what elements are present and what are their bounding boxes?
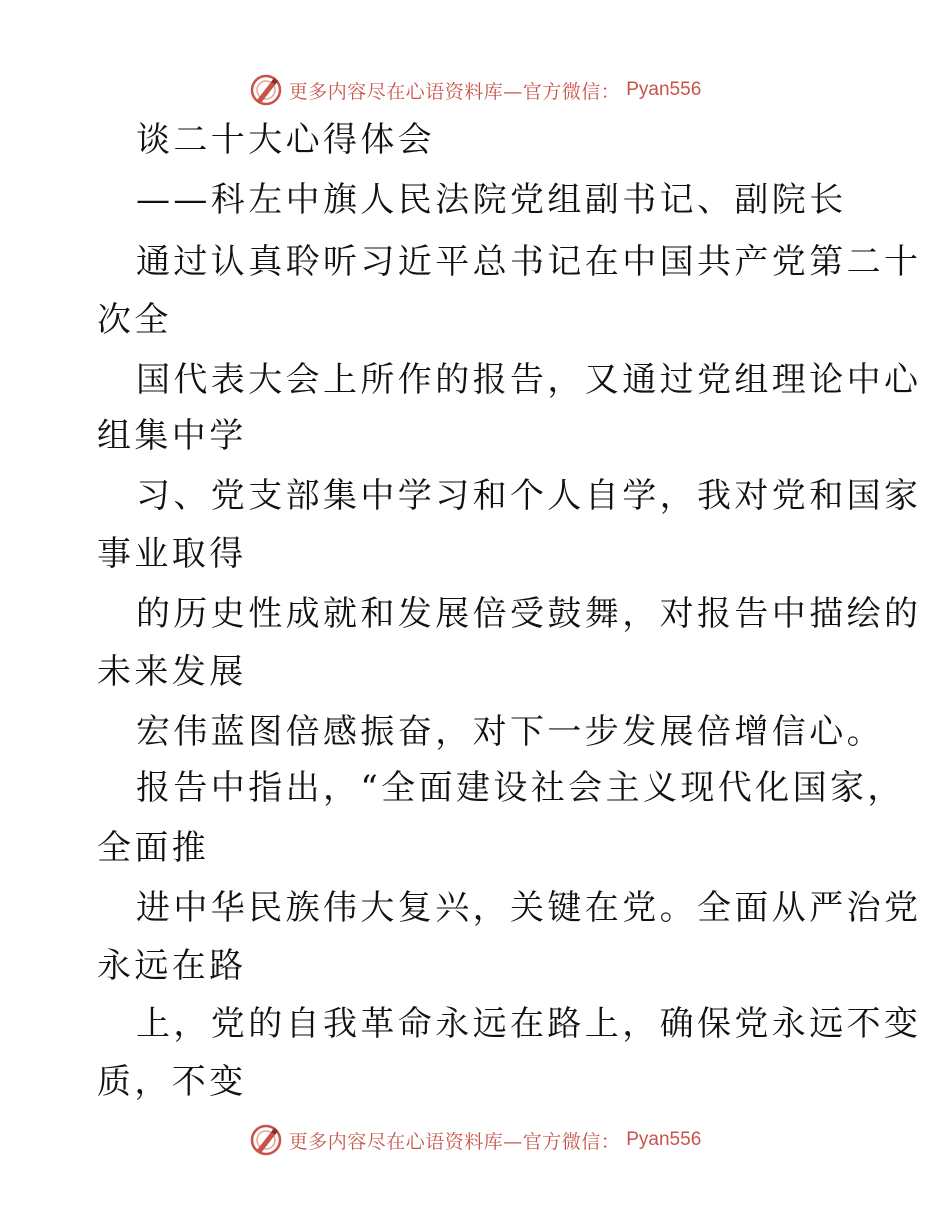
document-title: 谈二十大心得体会 — [136, 120, 436, 160]
paragraph-line: 上，党的自我革命永远在路上，确保党永远不变 — [136, 1004, 922, 1044]
watermark-wechat-id: Pyan556 — [626, 1129, 702, 1150]
paragraph-line: 未来发展 — [97, 652, 247, 692]
paragraph-line: 全面推 — [97, 828, 210, 868]
paragraph-line: 永远在路 — [97, 946, 247, 986]
pen-logo-icon — [249, 1123, 283, 1157]
watermark-wechat-id: Pyan556 — [626, 79, 702, 100]
pen-logo-icon — [249, 73, 283, 107]
footer-watermark — [0, 1120, 950, 1160]
paragraph-line: 国代表大会上所作的报告，又通过党组理论中心 — [136, 360, 922, 400]
paragraph-line: 组集中学 — [97, 416, 247, 456]
paragraph-line: 事业取得 — [97, 534, 247, 574]
header-watermark — [0, 70, 950, 110]
paragraph-line: 宏伟蓝图倍感振奋，对下一步发展倍增信心。 — [136, 712, 884, 752]
paragraph-line: 质，不变 — [97, 1062, 247, 1102]
paragraph-line: 次全 — [97, 300, 172, 340]
paragraph-line: 进中华民族伟大复兴，关键在党。全面从严治党 — [136, 888, 922, 928]
paragraph-line: 习、党支部集中学习和个人自学，我对党和国家 — [136, 476, 922, 516]
watermark-text: 更多内容尽在心语资料库—官方微信： — [288, 1130, 621, 1153]
watermark-text: 更多内容尽在心语资料库—官方微信： — [288, 80, 621, 103]
paragraph-line: 报告中指出，“全面建设社会主义现代化国家， — [136, 768, 905, 808]
document-subtitle: ——科左中旗人民法院党组副书记、副院长 — [136, 180, 847, 220]
paragraph-line: 的历史性成就和发展倍受鼓舞，对报告中描绘的 — [136, 594, 922, 634]
paragraph-line: 通过认真聆听习近平总书记在中国共产党第二十 — [136, 242, 922, 282]
